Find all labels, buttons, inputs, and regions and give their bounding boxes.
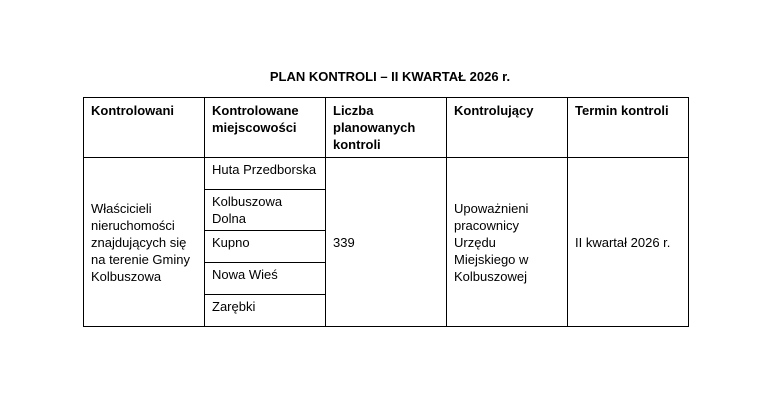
cell-inspector: Upoważnieni pracownicy Urzędu Miejskiego w Kolbuszowej [447, 158, 568, 327]
header-localities: Kontrolowane miejscowości [205, 98, 326, 158]
cell-locality: Huta Przedborska [205, 158, 326, 190]
page-title: PLAN KONTROLI – II KWARTAŁ 2026 r. [269, 69, 511, 84]
cell-deadline: II kwartał 2026 r. [568, 158, 689, 327]
header-planned-count: Liczba planowanych kontroli [326, 98, 447, 158]
table-row [84, 158, 689, 190]
table-header-row [84, 98, 689, 158]
header-deadline: Termin kontroli [568, 98, 689, 158]
cell-planned-count: 339 [326, 158, 447, 327]
header-inspector: Kontrolujący [447, 98, 568, 158]
cell-locality: Nowa Wieś [205, 263, 326, 295]
control-plan-table [83, 97, 689, 327]
cell-locality: Kupno [205, 231, 326, 263]
cell-locality: Kolbuszowa Dolna [205, 190, 326, 231]
cell-locality: Zarębki [205, 295, 326, 327]
header-controlled: Kontrolowani [84, 98, 205, 158]
cell-controlled: Właścicieli nieruchomości znajdujących się na terenie Gminy Kolbuszowa [84, 158, 205, 327]
